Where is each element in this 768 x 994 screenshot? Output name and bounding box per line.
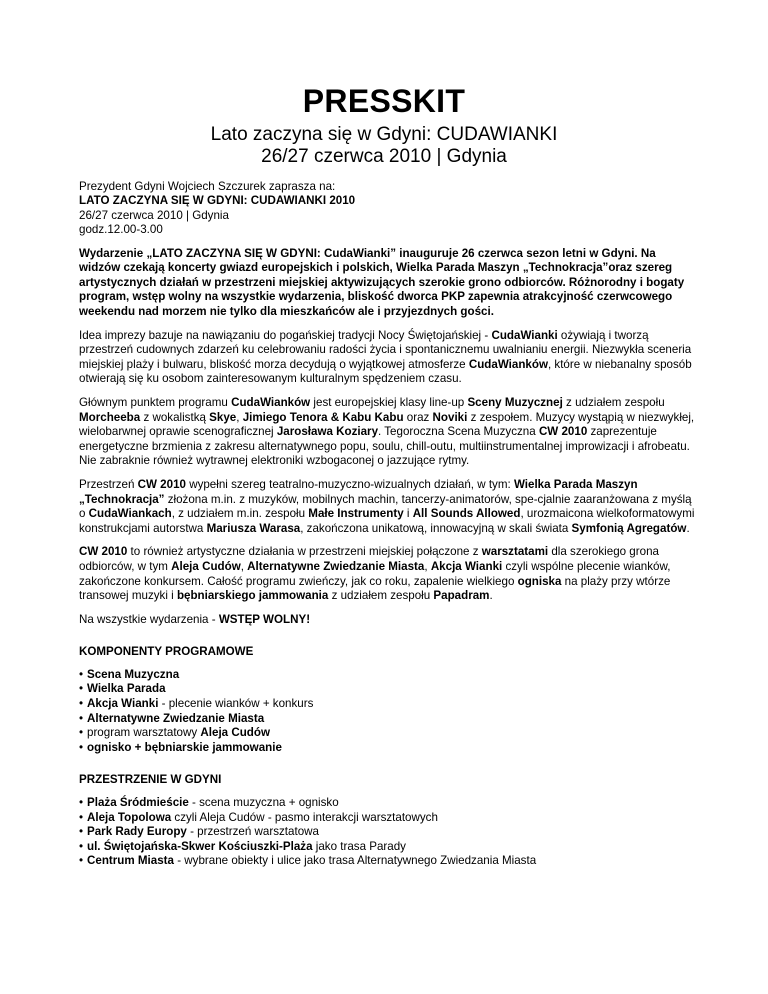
bold-text: CudaWianki: [491, 328, 558, 342]
text: z udziałem zespołu: [328, 589, 434, 603]
spaces-heading: PRZESTRZENIE W GDYNI: [79, 773, 222, 787]
text: .: [489, 589, 493, 603]
list-item: [79, 840, 699, 855]
text: dla szerokiego grona odbiorców, w tym: [79, 545, 659, 573]
text: - wybrane obiekty i ulice jako trasa Alternatywnego Zwiedzania Miasta: [173, 854, 537, 868]
bold-text: Wielka Parada Maszyn „Technokracja”: [79, 477, 638, 506]
components-heading: KOMPONENTY PROGRAMOWE: [79, 645, 254, 659]
bold-text: CudaWianków: [468, 357, 548, 371]
bold-text: Aleja Cudów: [171, 559, 241, 573]
bold-text: Mariusza Warasa: [206, 521, 301, 535]
bullet-icon: •: [79, 796, 84, 810]
text: , które w niebanalny sposób otwierają się ku osobom zainteresowanym kulturalnym spędzeniem czasu.: [79, 357, 692, 386]
bold-text: Symfonią Agregatów: [571, 521, 687, 535]
bold-text: CudaWiankach: [88, 507, 172, 521]
page-subtitle: [0, 124, 768, 168]
text: i: [403, 507, 413, 521]
bold-text: bębniarskiego jammowania: [176, 589, 329, 603]
bullet-icon: •: [79, 810, 84, 824]
list-item: [79, 854, 699, 869]
list-item: [79, 682, 699, 697]
bullet-icon: •: [79, 825, 84, 839]
text: ,: [236, 410, 243, 424]
spaces-list: [79, 796, 699, 869]
text: jest europejskiej klasy line-up: [310, 395, 468, 409]
invitation-event-title: LATO ZACZYNA SIĘ W GDYNI: CUDAWIANKI 2010: [79, 194, 356, 208]
bullet-icon: •: [79, 740, 84, 754]
invitation-date: 26/27 czerwca 2010 | Gdynia: [79, 208, 229, 222]
text: czyli Aleja Cudów - pasmo interakcji warsztatowych: [171, 810, 438, 824]
paragraph-music-stage: [79, 396, 699, 469]
text: program warsztatowy: [87, 726, 201, 740]
bold-text: Scena Muzyczna: [87, 667, 180, 681]
page-title: PRESSKIT: [302, 83, 466, 119]
bold-text: CW 2010: [538, 425, 588, 439]
bold-text: Noviki: [432, 410, 468, 424]
text: Głównym punktem programu: [79, 395, 232, 409]
bullet-icon: •: [79, 839, 84, 853]
bold-text: Centrum Miasta: [87, 854, 174, 868]
paragraph-workshops: [79, 545, 699, 603]
bold-text: Jarosława Koziary: [276, 425, 379, 439]
bold-text: ul. Świętojańska-Skwer Kościuszki-Plaża: [87, 839, 313, 853]
text: Na wszystkie wydarzenia -: [79, 612, 219, 626]
text: - przestrzeń warsztatowa: [186, 825, 319, 839]
bold-text: Plaża Śródmieście: [87, 796, 189, 810]
list-item: [79, 668, 699, 683]
list-item: [79, 741, 699, 756]
text: ożywiają i tworzą przestrzeń cudownych zdarzeń ku celebrowaniu radości życia i spontanicznemu uwalnianiu energii. Niezwykła sceneria miejskiej plaży i bulwaru, bliskość morza decydują o wyjątkowej atmosferze: [79, 328, 692, 371]
text: , zakończona unikatową, innowacyjną w skali świata: [300, 521, 572, 535]
text: - plecenie wianków + konkurs: [158, 697, 314, 711]
invitation-block: [79, 180, 699, 238]
list-item: [79, 796, 699, 811]
text: to również artystyczne działania w przestrzeni miejskiej połączone z: [127, 545, 482, 559]
text: na plaży przy wtórze transowej muzyki i: [79, 574, 671, 603]
list-item: [79, 697, 699, 712]
text: złożona m.in. z muzyków, mobilnych machin, tancerzy-animatorów, spe-cjalnie zaaranżowana z myślą o: [79, 492, 692, 521]
text: Przestrzeń: [79, 477, 138, 491]
bold-text: Małe Instrumenty: [308, 507, 404, 521]
paragraph-idea: [79, 329, 699, 387]
list-item: [79, 726, 699, 741]
bold-text: All Sounds Allowed: [412, 507, 521, 521]
text: zaprezentuje energetyczne brzmienia z zakresu alternatywnego popu, soulu, chill-outu, multiinstrumentalnej improwizacji i afrobeatu. Nie zabraknie również wytrawnej elektroniki wzbogaconej o jazzujące rytmy.: [79, 425, 690, 468]
bold-text: CW 2010: [137, 477, 186, 491]
document-body: [79, 180, 699, 869]
bullet-icon: •: [79, 711, 84, 725]
paragraph-free-entry: [79, 613, 699, 628]
text: czyli wspólne plecenie wianków, zakończone konkursem. Całość programu zwieńczy, jak co roku, zapalenie wielkiego: [79, 559, 671, 588]
subtitle-event-name: Lato zaczyna się w Gdyni: CUDAWIANKI: [210, 124, 558, 145]
text: . Tegoroczna Scena Muzyczna: [378, 425, 539, 439]
components-list: [79, 668, 699, 756]
bold-text: Wielka Parada: [87, 682, 166, 696]
list-item: [79, 825, 699, 840]
text: , z udziałem m.in. zespołu: [171, 507, 309, 521]
text: ,: [240, 559, 248, 573]
invitation-line: Prezydent Gdyni Wojciech Szczurek zaprasza na:: [79, 180, 336, 193]
bold-text: Aleja Cudów: [200, 726, 270, 740]
bold-text: Akcja Wianki: [430, 559, 503, 573]
bold-text: Alternatywne Zwiedzanie Miasta: [247, 559, 425, 573]
bullet-icon: •: [79, 682, 84, 696]
text: .: [686, 521, 690, 535]
bold-text: Park Rady Europy: [87, 825, 187, 839]
text: ,: [424, 559, 431, 573]
bullet-icon: •: [79, 854, 84, 868]
bold-text: WSTĘP WOLNY!: [218, 612, 311, 626]
invitation-hours: godz.12.00-3.00: [79, 223, 163, 237]
text: oraz: [403, 410, 433, 424]
bold-text: Jimiego Tenora & Kabu Kabu: [242, 410, 404, 424]
bullet-icon: •: [79, 667, 84, 681]
text: z udziałem zespołu: [562, 395, 665, 409]
bold-text: Skye: [209, 410, 237, 424]
text: , urozmaicona wielkoformatowymi konstrukcjami autorstwa: [79, 507, 695, 535]
bold-text: Papadram: [433, 589, 490, 603]
bold-text: CW 2010: [79, 545, 128, 559]
bold-text: Akcja Wianki: [87, 697, 159, 711]
subtitle-date-place: 26/27 czerwca 2010 | Gdynia: [261, 146, 507, 167]
bold-text: CudaWianków: [231, 395, 311, 409]
text: z wokalistką: [140, 410, 210, 424]
text: - scena muzyczna + ognisko: [188, 796, 339, 810]
bullet-icon: •: [79, 726, 84, 740]
bold-text: ognisko + bębniarskie jammowanie: [87, 740, 282, 754]
text: wypełni szereg teatralno-muzyczno-wizualnych działań, w tym:: [185, 477, 514, 491]
lead-paragraph: Wydarzenie „LATO ZACZYNA SIĘ W GDYNI: CudaWianki” inauguruje 26 czerwca sezon letni w Gdyni. Na widzów czekają koncerty gwiazd europejskich i polskich, Wielka Parada Maszyn „Technokracja”oraz szereg artystycznych działań w przestrzeni miejskiej aktywizujących szerokie grono odbiorców. Różnorodny i bogaty program, wstęp wolny na wszystkie wydarzenia, bliskość dworca PKP zapewnia atrakcyjność czerwcowego weekendu nad morzem nie tylko dla mieszkańców ale i przyjezdnych gości.: [79, 246, 685, 318]
bold-text: Sceny Muzycznej: [467, 395, 563, 409]
paragraph-parade: [79, 478, 699, 536]
text: jako trasa Parady: [312, 839, 406, 853]
text: Idea imprezy bazuje na nawiązaniu do pogańskiej tradycji Nocy Świętojańskiej -: [79, 328, 492, 342]
list-item: [79, 712, 699, 727]
list-item: [79, 811, 699, 826]
bold-text: Aleja Topolowa: [87, 810, 172, 824]
bold-text: warsztatami: [481, 545, 549, 559]
bullet-icon: •: [79, 697, 84, 711]
bold-text: Alternatywne Zwiedzanie Miasta: [87, 711, 265, 725]
bold-text: Morcheeba: [79, 410, 141, 424]
text: z zespołem. Muzycy wystąpią w niezwykłej, wielobarwnej oprawie scenograficznej: [79, 410, 695, 439]
bold-text: ogniska: [517, 574, 562, 588]
